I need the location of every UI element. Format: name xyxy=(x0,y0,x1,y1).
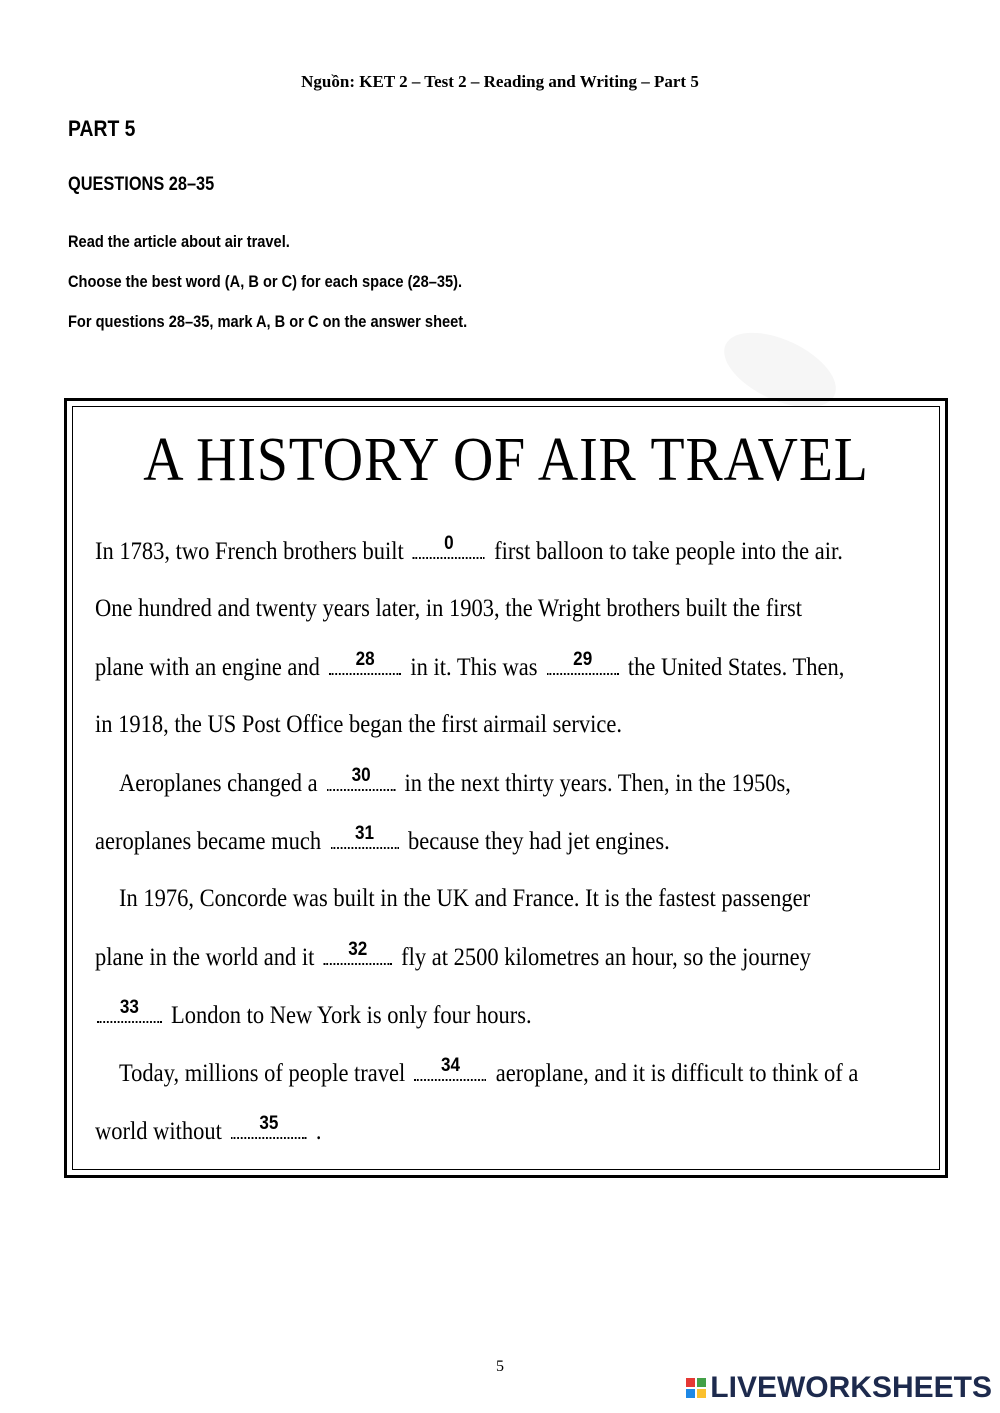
gap-number: 34 xyxy=(440,1055,461,1076)
line-text: . xyxy=(315,1118,322,1145)
article-line-6 xyxy=(95,823,670,856)
page-number: 5 xyxy=(496,1358,504,1375)
gap-number: 28 xyxy=(355,649,375,670)
gap-number: 32 xyxy=(348,939,368,960)
gap-number: 33 xyxy=(119,997,139,1018)
gap-29[interactable] xyxy=(547,649,619,675)
line-text: In 1976, Concorde was built in the UK and France. It is the fastest passenger xyxy=(119,885,811,912)
line-text: In 1783, two French brothers built xyxy=(95,538,404,565)
gap-30[interactable] xyxy=(327,765,395,791)
line-text: fly at 2500 kilometres an hour, so the journey xyxy=(401,944,811,971)
article-line-11 xyxy=(95,1113,322,1146)
line-text: plane in the world and it xyxy=(95,944,315,971)
line-text: Today, millions of people travel xyxy=(119,1060,406,1087)
liveworksheets-wordmark: LIVEWORKSHEETS xyxy=(710,1371,992,1404)
liveworksheets-logo[interactable] xyxy=(686,1371,992,1405)
article-line-1 xyxy=(95,533,843,566)
line-text: aeroplane, and it is difficult to think of a xyxy=(495,1060,859,1087)
line-text: One hundred and twenty years later, in 1903, the Wright brothers built the first xyxy=(95,595,802,622)
gap-28[interactable] xyxy=(329,649,401,675)
gap-number: 31 xyxy=(355,823,375,844)
gap-33[interactable] xyxy=(97,997,162,1023)
gap-number: 35 xyxy=(259,1113,279,1134)
gap-number: 30 xyxy=(351,765,371,786)
line-text: the United States. Then, xyxy=(627,654,845,681)
line-text: London to New York is only four hours. xyxy=(171,1002,532,1029)
article-line-7 xyxy=(119,885,810,913)
line-text: world without xyxy=(95,1118,222,1145)
gap-number: 0 xyxy=(444,533,454,554)
part-heading: PART 5 xyxy=(68,116,136,141)
liveworksheets-logo-icon xyxy=(686,1378,706,1398)
instruction-3: For questions 28–35, mark A, B or C on the answer sheet. xyxy=(68,312,468,331)
line-text: plane with an engine and xyxy=(95,654,320,681)
gap-34[interactable] xyxy=(415,1055,487,1081)
instruction-1: Read the article about air travel. xyxy=(68,232,290,251)
gap-32[interactable] xyxy=(324,939,392,965)
line-text: aeroplanes became much xyxy=(95,828,322,855)
line-text: because they had jet engines. xyxy=(407,828,670,855)
article-line-9 xyxy=(97,997,532,1030)
source-line: Nguồn: KET 2 – Test 2 – Reading and Writing – Part 5 xyxy=(301,72,699,91)
line-text: in 1918, the US Post Office began the first airmail service. xyxy=(95,711,622,738)
line-text: in the next thirty years. Then, in the 1950s, xyxy=(404,770,791,797)
line-text: in it. This was xyxy=(410,654,538,681)
gap-31[interactable] xyxy=(330,823,398,849)
article-line-4 xyxy=(95,711,622,739)
instruction-2: Choose the best word (A, B or C) for each space (28–35). xyxy=(68,272,463,291)
article-line-8 xyxy=(95,939,811,972)
article-title: A HISTORY OF AIR TRAVEL xyxy=(143,426,869,494)
article-frame xyxy=(64,398,948,1178)
article-line-3 xyxy=(95,649,845,682)
questions-heading: QUESTIONS 28–35 xyxy=(68,174,215,195)
gap-number: 29 xyxy=(573,649,593,670)
article-line-5 xyxy=(119,765,791,798)
line-text: Aeroplanes changed a xyxy=(119,770,318,797)
line-text: first balloon to take people into the air. xyxy=(494,538,843,565)
gap-35[interactable] xyxy=(231,1113,307,1139)
gap-0[interactable] xyxy=(413,533,485,559)
article-line-10 xyxy=(119,1055,859,1088)
article-line-2 xyxy=(95,595,802,623)
